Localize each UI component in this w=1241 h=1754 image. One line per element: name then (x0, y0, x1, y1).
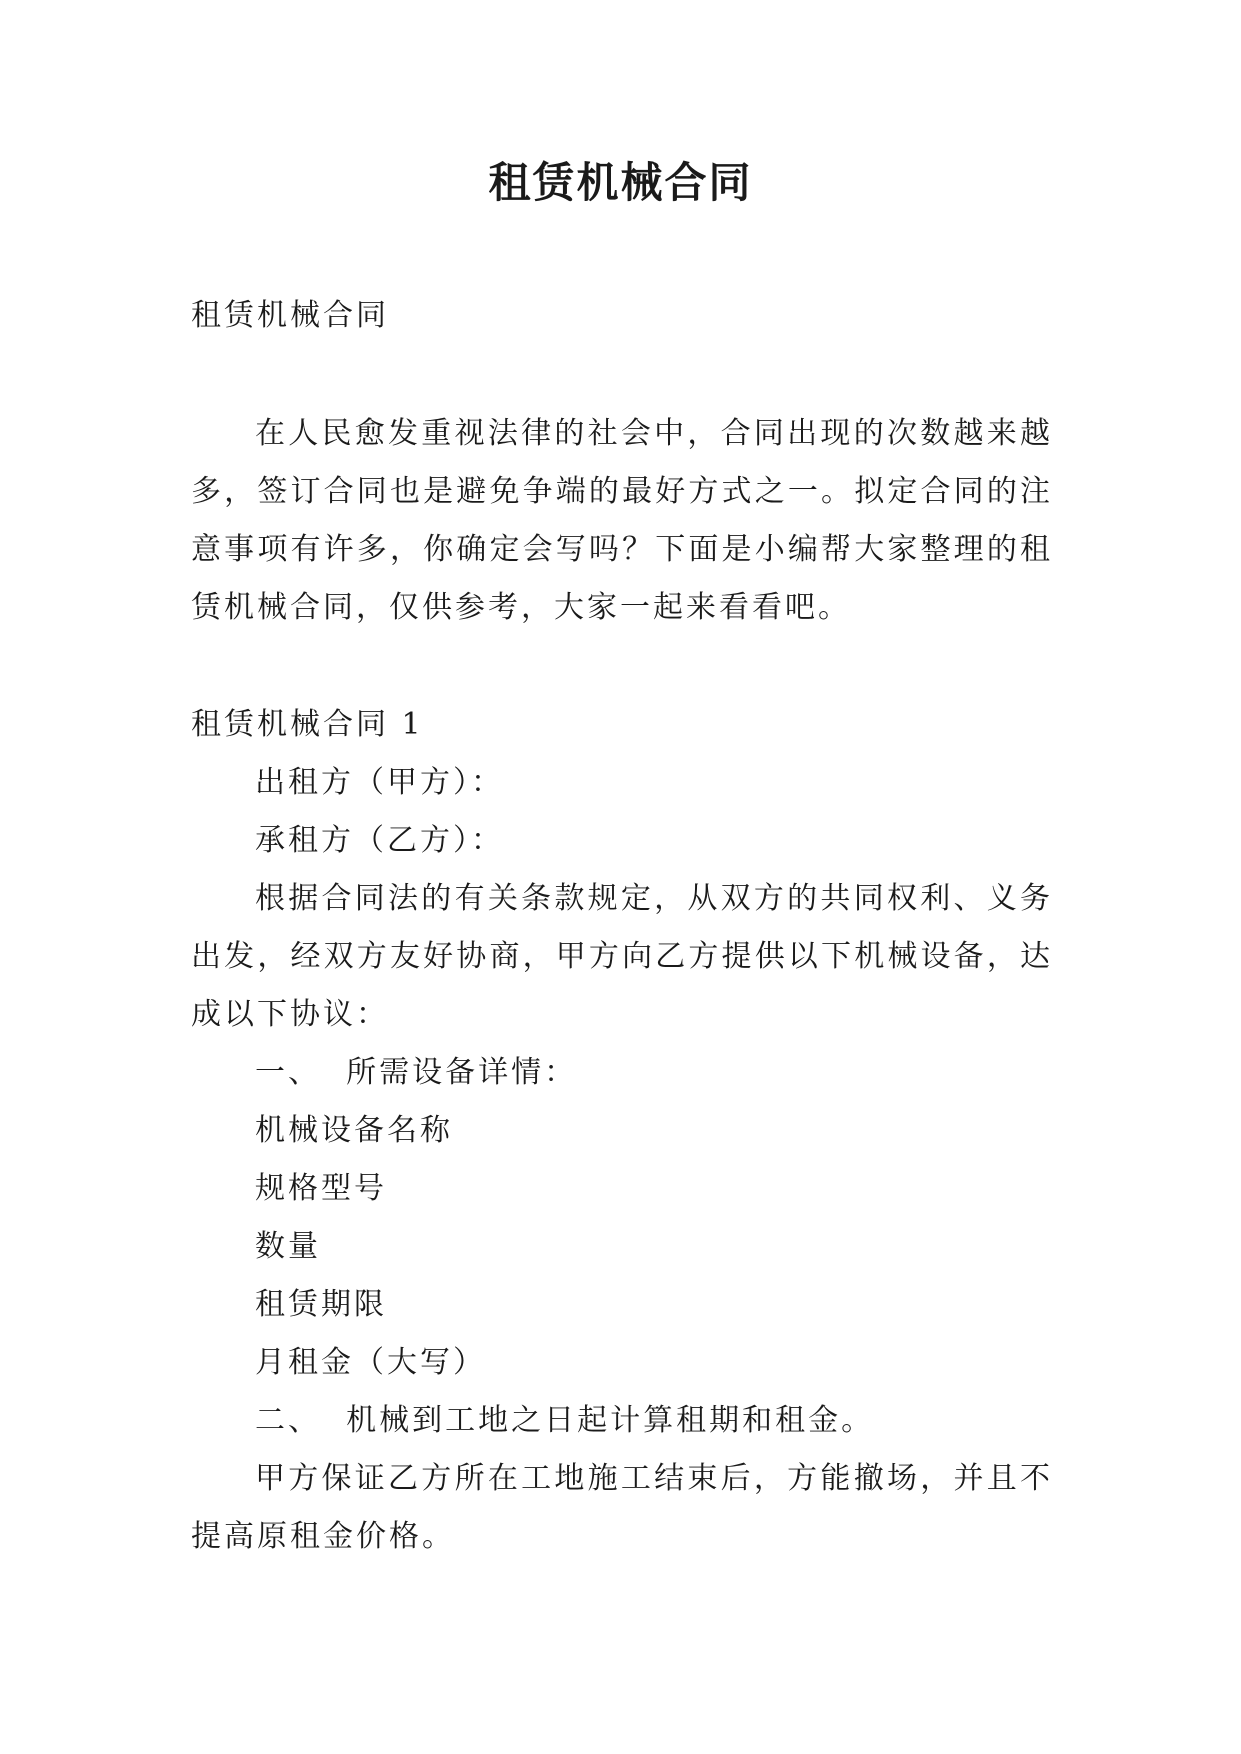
preamble-paragraph: 根据合同法的有关条款规定，从双方的共同权利、义务出发，经双方友好协商，甲方向乙方提供以下机械设备，达成以下协议： (191, 881, 1053, 1032)
spec-model-field: 规格型号 (255, 1171, 387, 1206)
document-subtitle (191, 287, 1053, 345)
subtitle-text: 租赁机械合同 (191, 298, 389, 333)
section-heading: 租赁机械合同 1 (191, 707, 424, 742)
intro-text: 在人民愈发重视法律的社会中，合同出现的次数越来越多，签订合同也是避免争端的最好方式之一。拟定合同的注意事项有许多，你确定会写吗？下面是小编帮大家整理的租赁机械合同，仅供参考，大家一起来看看吧。 (191, 416, 1053, 625)
document-title: 租赁机械合同 (488, 158, 753, 207)
quantity-field: 数量 (255, 1229, 321, 1264)
contract-section-1 (191, 696, 1053, 1566)
monthly-rent-field: 月租金（大写） (255, 1345, 486, 1380)
lessor-line: 出租方（甲方）： (255, 765, 504, 800)
lease-term-field: 租赁期限 (255, 1287, 387, 1322)
clause-2-heading: 二、 机械到工地之日起计算租期和租金。 (255, 1403, 875, 1438)
lessee-line: 承租方（乙方）： (255, 823, 504, 858)
clause-1-heading: 一、 所需设备详情： (255, 1055, 578, 1090)
clause-2-paragraph: 甲方保证乙方所在工地施工结束后，方能撤场，并且不提高原租金价格。 (191, 1461, 1053, 1554)
equipment-name-field: 机械设备名称 (255, 1113, 453, 1148)
intro-paragraph (191, 405, 1053, 637)
